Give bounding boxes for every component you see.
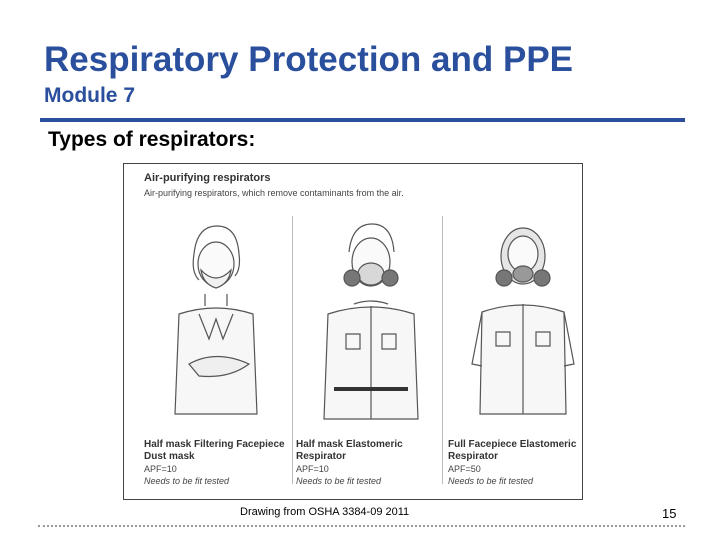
caption-full-facepiece [448,439,598,487]
respirator-figure [123,163,583,500]
caption-fit-note: Needs to be fit tested [296,476,382,486]
caption-fit-note: Needs to be fit tested [448,476,534,486]
dust-mask-illustration [139,214,284,439]
caption-dust-mask [144,439,294,487]
caption-apf: APF=10 [144,464,177,474]
half-mask-elastomeric-illustration [294,214,439,439]
image-credit: Drawing from OSHA 3384-09 2011 [240,506,410,518]
caption-apf: APF=50 [448,464,481,474]
caption-title: Full Facepiece Elastomeric Respirator [448,439,577,462]
figure-subheading: Air-purifying respirators, which remove contaminants from the air. [144,188,404,198]
caption-title: Half mask Elastomeric Respirator [296,439,403,462]
caption-apf: APF=10 [296,464,329,474]
caption-fit-note: Needs to be fit tested [144,476,230,486]
slide-subtitle: Module 7 [44,84,136,107]
full-facepiece-illustration [446,214,591,439]
caption-subtitle: Dust mask [144,451,195,462]
slide-title: Respiratory Protection and PPE [44,40,574,79]
title-rule [40,118,685,122]
caption-title: Half mask Filtering Facepiece [144,439,285,450]
figure-heading: Air-purifying respirators [144,172,271,184]
page-number: 15 [662,506,677,521]
footer-rule [38,525,685,527]
caption-half-mask-elastomeric [296,439,446,487]
section-heading: Types of respirators: [48,128,256,151]
